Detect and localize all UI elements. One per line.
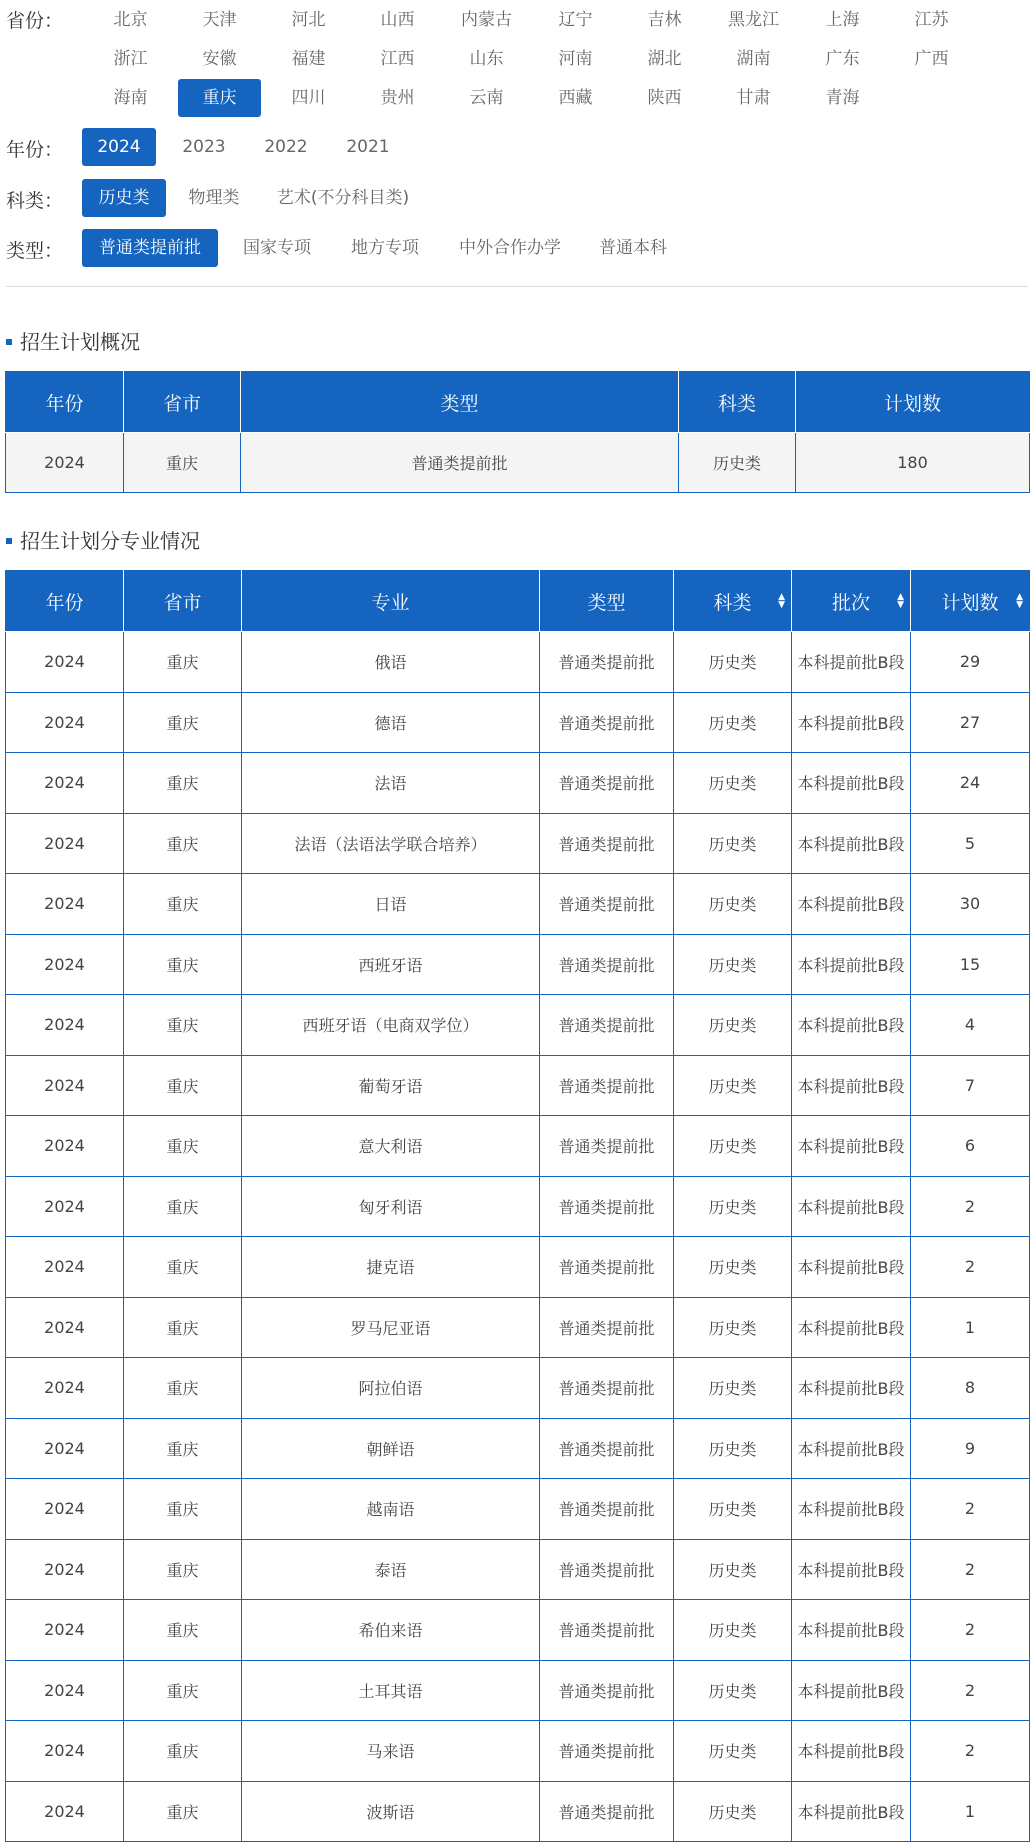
province-option[interactable]: 云南	[469, 88, 504, 108]
overview-header-cell: 计划数	[796, 372, 1030, 433]
table-cell: 2024	[6, 1176, 124, 1237]
province-option[interactable]: 广东	[825, 49, 860, 69]
table-cell: 历史类	[674, 1176, 792, 1237]
table-row	[6, 934, 1030, 995]
table-cell: 本科提前批B段	[792, 995, 911, 1056]
table-row	[6, 1721, 1030, 1782]
type-option[interactable]: 地方专项	[351, 238, 419, 258]
year-option[interactable]: 2024	[82, 128, 156, 166]
table-cell: 重庆	[124, 1358, 242, 1419]
table-cell: 德语	[242, 692, 540, 753]
table-cell: 历史类	[674, 1660, 792, 1721]
table-cell: 29	[911, 632, 1030, 693]
table-cell: 历史类	[674, 632, 792, 693]
table-cell: 历史类	[674, 874, 792, 935]
table-cell: 法语（法语法学联合培养）	[242, 813, 540, 874]
table-cell: 俄语	[242, 632, 540, 693]
table-cell: 历史类	[674, 1600, 792, 1661]
province-option[interactable]: 吉林	[647, 10, 682, 30]
table-row	[6, 1479, 1030, 1540]
province-option[interactable]: 黑龙江	[728, 10, 779, 30]
table-cell: 2024	[6, 692, 124, 753]
type-label: 类型：	[6, 240, 64, 262]
table-cell: 葡萄牙语	[242, 1055, 540, 1116]
table-cell: 本科提前批B段	[792, 813, 911, 874]
table-cell: 本科提前批B段	[792, 1297, 911, 1358]
table-cell: 法语	[242, 753, 540, 814]
table-cell: 历史类	[674, 753, 792, 814]
table-cell: 本科提前批B段	[792, 934, 911, 995]
table-cell: 重庆	[124, 1660, 242, 1721]
table-cell: 本科提前批B段	[792, 1237, 911, 1298]
table-cell: 普通类提前批	[540, 1055, 674, 1116]
type-option[interactable]: 普通本科	[599, 238, 667, 258]
header-label: 科类	[713, 591, 752, 614]
table-cell: 匈牙利语	[242, 1176, 540, 1237]
header-label: 省市	[163, 591, 202, 614]
province-option[interactable]: 天津	[202, 10, 237, 30]
table-cell: 2024	[6, 1781, 124, 1842]
table-cell: 2024	[6, 433, 124, 493]
table-row	[6, 1116, 1030, 1177]
table-cell: 历史类	[674, 1418, 792, 1479]
table-cell: 普通类提前批	[540, 1781, 674, 1842]
table-row	[6, 874, 1030, 935]
table-cell: 马来语	[242, 1721, 540, 1782]
province-option[interactable]: 青海	[825, 88, 860, 108]
table-cell: 6	[911, 1116, 1030, 1177]
table-row	[6, 1660, 1030, 1721]
majors-header-cell	[540, 571, 674, 632]
province-option[interactable]: 上海	[825, 10, 860, 30]
table-cell: 西班牙语	[242, 934, 540, 995]
table-cell: 重庆	[124, 874, 242, 935]
table-cell: 朝鲜语	[242, 1418, 540, 1479]
province-label: 省份：	[6, 10, 64, 32]
table-cell: 历史类	[674, 1237, 792, 1298]
table-cell: 普通类提前批	[540, 1116, 674, 1177]
table-row	[6, 1781, 1030, 1842]
table-cell: 本科提前批B段	[792, 1479, 911, 1540]
table-cell: 本科提前批B段	[792, 632, 911, 693]
table-row	[6, 1539, 1030, 1600]
subject-option[interactable]: 历史类	[82, 179, 166, 217]
table-cell: 越南语	[242, 1479, 540, 1540]
table-cell: 重庆	[124, 1176, 242, 1237]
overview-header-cell: 类型	[241, 372, 679, 433]
table-row	[6, 433, 1030, 493]
table-cell: 土耳其语	[242, 1660, 540, 1721]
table-cell: 普通类提前批	[540, 1600, 674, 1661]
province-option[interactable]: 福建	[291, 49, 326, 69]
type-option[interactable]: 普通类提前批	[82, 229, 218, 267]
province-option[interactable]: 江苏	[914, 10, 949, 30]
majors-title-text: 招生计划分专业情况	[20, 529, 200, 553]
table-cell: 普通类提前批	[540, 692, 674, 753]
table-cell: 历史类	[674, 1116, 792, 1177]
table-cell: 波斯语	[242, 1781, 540, 1842]
section-marker-icon	[6, 538, 12, 544]
table-row	[6, 632, 1030, 693]
table-cell: 7	[911, 1055, 1030, 1116]
table-row	[6, 1176, 1030, 1237]
table-cell: 2024	[6, 1660, 124, 1721]
province-option[interactable]: 北京	[113, 10, 148, 30]
table-cell: 本科提前批B段	[792, 1418, 911, 1479]
table-cell: 普通类提前批	[540, 1297, 674, 1358]
province-option[interactable]: 内蒙古	[461, 10, 512, 30]
table-cell: 重庆	[124, 1116, 242, 1177]
table-cell: 2024	[6, 995, 124, 1056]
table-cell: 普通类提前批	[540, 1176, 674, 1237]
overview-section-title	[6, 326, 140, 355]
table-cell: 重庆	[124, 1721, 242, 1782]
overview-header-cell: 省市	[124, 372, 241, 433]
table-cell: 2024	[6, 1055, 124, 1116]
overview-header-cell: 科类	[679, 372, 796, 433]
table-cell: 重庆	[124, 1418, 242, 1479]
table-cell: 普通类提前批	[241, 433, 679, 493]
province-option[interactable]: 河南	[558, 49, 593, 69]
overview-header-cell: 年份	[6, 372, 124, 433]
majors-header-cell[interactable]	[792, 571, 911, 632]
type-option[interactable]: 国家专项	[243, 238, 311, 258]
subject-label: 科类：	[6, 190, 64, 212]
year-option[interactable]: 2023	[182, 137, 226, 157]
table-cell: 历史类	[674, 692, 792, 753]
table-cell: 普通类提前批	[540, 1479, 674, 1540]
table-cell: 重庆	[124, 632, 242, 693]
table-row	[6, 692, 1030, 753]
majors-header-cell[interactable]	[674, 571, 792, 632]
table-cell: 普通类提前批	[540, 1539, 674, 1600]
table-cell: 2	[911, 1176, 1030, 1237]
table-cell: 1	[911, 1781, 1030, 1842]
table-cell: 历史类	[674, 1297, 792, 1358]
province-option[interactable]: 辽宁	[558, 10, 593, 30]
table-cell: 重庆	[124, 813, 242, 874]
province-option[interactable]: 海南	[113, 88, 148, 108]
table-cell: 重庆	[124, 1479, 242, 1540]
table-cell: 重庆	[124, 1055, 242, 1116]
table-cell: 历史类	[674, 813, 792, 874]
table-cell: 普通类提前批	[540, 934, 674, 995]
table-cell: 本科提前批B段	[792, 1660, 911, 1721]
table-cell: 历史类	[674, 1055, 792, 1116]
table-cell: 重庆	[124, 1237, 242, 1298]
table-cell: 1	[911, 1297, 1030, 1358]
majors-header-cell[interactable]	[911, 571, 1030, 632]
table-cell: 重庆	[124, 692, 242, 753]
table-cell: 历史类	[674, 1358, 792, 1419]
table-cell: 本科提前批B段	[792, 753, 911, 814]
table-cell: 本科提前批B段	[792, 1721, 911, 1782]
table-cell: 重庆	[124, 995, 242, 1056]
table-cell: 27	[911, 692, 1030, 753]
table-cell: 历史类	[679, 433, 796, 493]
table-cell: 普通类提前批	[540, 632, 674, 693]
province-option[interactable]: 贵州	[380, 88, 415, 108]
table-cell: 2024	[6, 1539, 124, 1600]
table-row	[6, 753, 1030, 814]
header-label: 年份	[45, 591, 84, 614]
year-label: 年份：	[6, 139, 64, 161]
table-cell: 泰语	[242, 1539, 540, 1600]
province-option[interactable]: 山东	[469, 49, 504, 69]
table-cell: 30	[911, 874, 1030, 935]
table-cell: 本科提前批B段	[792, 874, 911, 935]
table-cell: 2	[911, 1539, 1030, 1600]
table-cell: 重庆	[124, 753, 242, 814]
table-cell: 普通类提前批	[540, 753, 674, 814]
section-marker-icon	[6, 339, 12, 345]
table-cell: 2	[911, 1237, 1030, 1298]
year-option[interactable]: 2021	[346, 137, 390, 157]
table-cell: 2	[911, 1600, 1030, 1661]
table-row	[6, 995, 1030, 1056]
table-cell: 重庆	[124, 433, 241, 493]
table-cell: 重庆	[124, 1297, 242, 1358]
header-label: 批次	[831, 591, 870, 614]
table-cell: 180	[796, 433, 1030, 493]
table-cell: 历史类	[674, 1721, 792, 1782]
table-cell: 西班牙语（电商双学位）	[242, 995, 540, 1056]
province-option[interactable]: 安徽	[202, 49, 237, 69]
table-cell: 2024	[6, 1358, 124, 1419]
table-row	[6, 1418, 1030, 1479]
province-option[interactable]: 江西	[380, 49, 415, 69]
table-cell: 重庆	[124, 1539, 242, 1600]
table-cell: 9	[911, 1418, 1030, 1479]
table-cell: 普通类提前批	[540, 1358, 674, 1419]
table-cell: 普通类提前批	[540, 1418, 674, 1479]
table-cell: 罗马尼亚语	[242, 1297, 540, 1358]
table-row	[6, 1600, 1030, 1661]
table-cell: 本科提前批B段	[792, 1176, 911, 1237]
header-label: 类型	[587, 591, 626, 614]
table-cell: 2024	[6, 934, 124, 995]
table-row	[6, 1297, 1030, 1358]
sort-icon[interactable]: ▲ ▼	[778, 592, 785, 610]
type-option[interactable]: 中外合作办学	[459, 238, 561, 258]
table-cell: 普通类提前批	[540, 813, 674, 874]
overview-title-text: 招生计划概况	[20, 330, 140, 354]
table-cell: 普通类提前批	[540, 1721, 674, 1782]
table-cell: 普通类提前批	[540, 995, 674, 1056]
table-cell: 日语	[242, 874, 540, 935]
table-cell: 2024	[6, 1418, 124, 1479]
province-option[interactable]: 广西	[914, 49, 949, 69]
table-cell: 本科提前批B段	[792, 1781, 911, 1842]
table-cell: 本科提前批B段	[792, 1116, 911, 1177]
table-cell: 本科提前批B段	[792, 1600, 911, 1661]
table-cell: 本科提前批B段	[792, 692, 911, 753]
table-cell: 历史类	[674, 1539, 792, 1600]
table-cell: 2024	[6, 1600, 124, 1661]
table-cell: 2024	[6, 813, 124, 874]
overview-table	[5, 371, 1030, 493]
sort-icon[interactable]: ▲ ▼	[897, 592, 904, 610]
table-cell: 历史类	[674, 995, 792, 1056]
table-cell: 5	[911, 813, 1030, 874]
table-cell: 2024	[6, 874, 124, 935]
year-option[interactable]: 2022	[264, 137, 308, 157]
table-cell: 普通类提前批	[540, 1237, 674, 1298]
table-cell: 意大利语	[242, 1116, 540, 1177]
table-row	[6, 1055, 1030, 1116]
province-option[interactable]: 重庆	[178, 79, 261, 117]
province-option[interactable]: 陕西	[647, 88, 682, 108]
majors-section-title	[6, 525, 200, 554]
subject-option[interactable]: 艺术(不分科目类)	[276, 188, 410, 208]
table-cell: 15	[911, 934, 1030, 995]
table-cell: 本科提前批B段	[792, 1055, 911, 1116]
filter-divider	[6, 286, 1028, 287]
table-cell: 历史类	[674, 1781, 792, 1842]
province-option[interactable]: 山西	[380, 10, 415, 30]
majors-header-cell	[6, 571, 124, 632]
table-cell: 2	[911, 1660, 1030, 1721]
table-cell: 普通类提前批	[540, 1660, 674, 1721]
table-cell: 希伯来语	[242, 1600, 540, 1661]
province-option[interactable]: 西藏	[558, 88, 593, 108]
header-label: 计划数	[941, 591, 999, 614]
table-cell: 4	[911, 995, 1030, 1056]
majors-table	[5, 570, 1030, 1842]
table-cell: 2024	[6, 1297, 124, 1358]
subject-option[interactable]: 物理类	[188, 188, 240, 208]
table-cell: 普通类提前批	[540, 874, 674, 935]
table-cell: 重庆	[124, 934, 242, 995]
sort-icon[interactable]: ▲ ▼	[1016, 592, 1023, 610]
table-cell: 2024	[6, 753, 124, 814]
table-cell: 历史类	[674, 934, 792, 995]
table-cell: 2024	[6, 1116, 124, 1177]
province-option[interactable]: 湖南	[736, 49, 771, 69]
majors-header-cell	[242, 571, 540, 632]
province-option[interactable]: 河北	[291, 10, 326, 30]
province-option[interactable]: 甘肃	[736, 88, 771, 108]
table-cell: 捷克语	[242, 1237, 540, 1298]
table-row	[6, 1358, 1030, 1419]
table-row	[6, 813, 1030, 874]
table-cell: 重庆	[124, 1600, 242, 1661]
province-option[interactable]: 浙江	[113, 49, 148, 69]
table-cell: 阿拉伯语	[242, 1358, 540, 1419]
table-row	[6, 1237, 1030, 1298]
table-cell: 8	[911, 1358, 1030, 1419]
table-cell: 本科提前批B段	[792, 1358, 911, 1419]
table-cell: 2024	[6, 1721, 124, 1782]
table-cell: 2024	[6, 1237, 124, 1298]
table-cell: 历史类	[674, 1479, 792, 1540]
majors-header-cell	[124, 571, 242, 632]
table-cell: 2024	[6, 632, 124, 693]
table-cell: 2	[911, 1479, 1030, 1540]
table-cell: 2024	[6, 1479, 124, 1540]
table-cell: 重庆	[124, 1781, 242, 1842]
table-cell: 2	[911, 1721, 1030, 1782]
header-label: 专业	[371, 591, 410, 614]
table-cell: 24	[911, 753, 1030, 814]
province-option[interactable]: 四川	[291, 88, 326, 108]
table-cell: 本科提前批B段	[792, 1539, 911, 1600]
province-option[interactable]: 湖北	[647, 49, 682, 69]
